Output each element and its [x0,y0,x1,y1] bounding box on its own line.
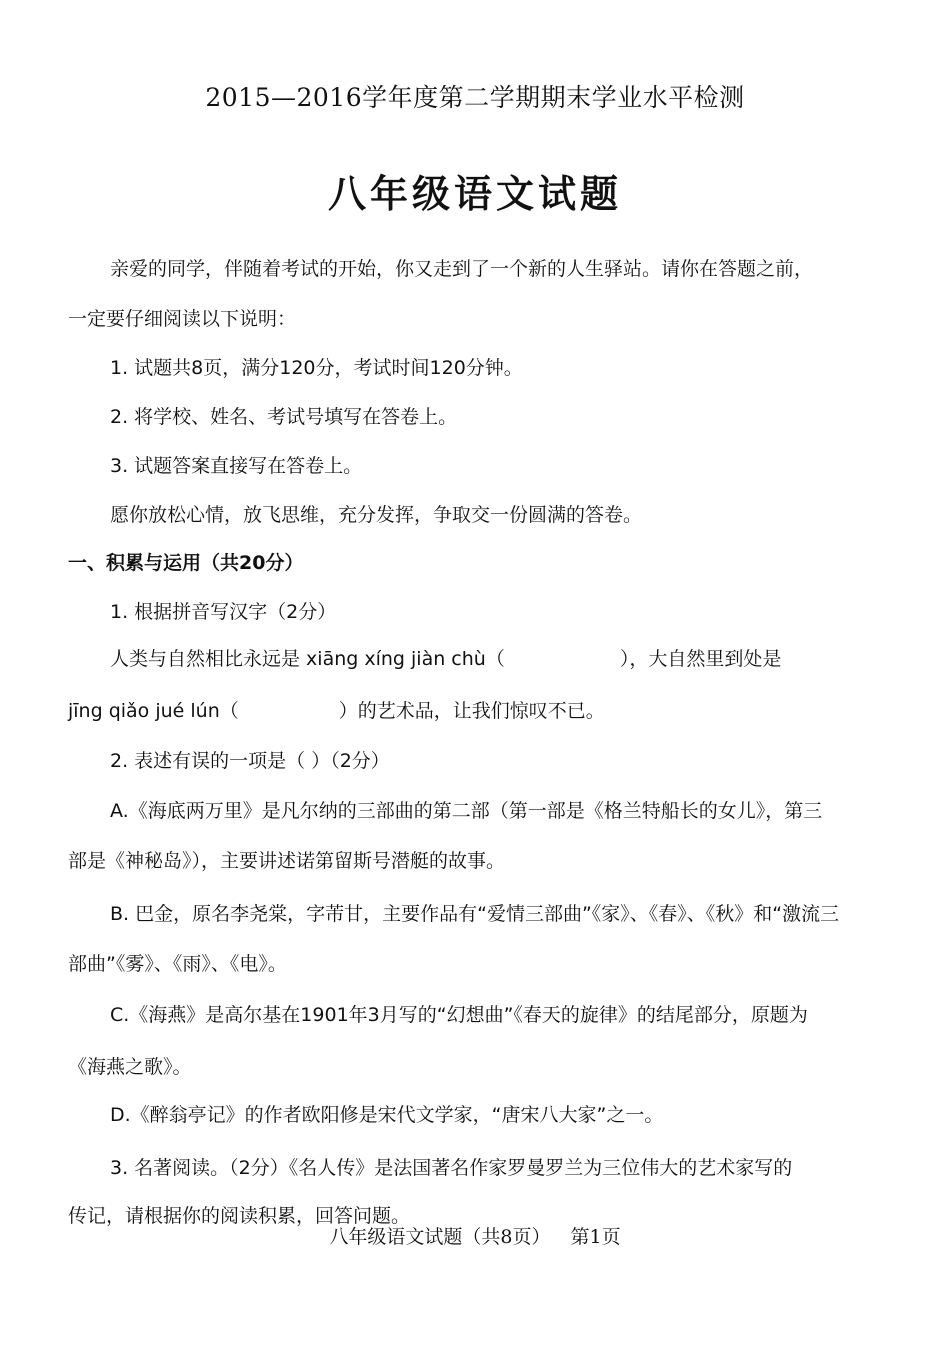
q2-heading: 2. 表述有误的一项是（ ）（2分） [110,750,390,772]
q1-line-1 [110,648,781,671]
q2-option-a-line-1: A.《海底两万里》是凡尔纳的三部曲的第二部（第一部是《格兰特船长的女儿》，第三 [110,800,823,822]
instruction-2: 2. 将学校、姓名、考试号填写在答卷上。 [110,406,458,428]
exam-title: 八年级语文试题 [327,172,622,216]
footer-title: 八年级语文试题（共8页） [329,1226,551,1248]
footer-page-number: 第1页 [570,1226,621,1248]
instruction-3: 3. 试题答案直接写在答卷上。 [110,455,363,477]
q1-line-2 [68,700,605,723]
q1-line-1-text-a: 人类与自然相比永远是 xiāng xíng jiàn chù（ [110,648,505,670]
q2-option-b-line-1: B. 巴金，原名李尧棠，字芾甘，主要作品有“爱情三部曲”《家》、《春》、《秋》和“激流三 [110,903,840,925]
q2-option-b-line-2: 部曲”《雾》、《雨》、《电》。 [68,953,287,975]
intro-line-2: 一定要仔细阅读以下说明： [68,308,297,330]
q3-line-2: 传记，请根据你的阅读积累，回答问题。 [68,1205,411,1227]
q2-option-c-line-2: 《海燕之歌》。 [68,1056,192,1078]
section-1-heading: 一、积累与运用（共20分） [68,552,304,574]
q1-heading: 1. 根据拼音写汉字（2分） [110,601,337,623]
q3-line-1: 3. 名著阅读。（2分）《名人传》是法国著名作家罗曼罗兰为三位伟大的艺术家写的 [110,1157,793,1179]
q1-line-1-text-b: ），大自然里到处是 [619,648,782,670]
q2-option-c-line-1: C.《海燕》是高尔基在1901年3月写的“幻想曲”《春天的旋律》的结尾部分，原题为 [110,1004,808,1026]
q2-option-a-line-2: 部是《神秘岛》），主要讲述诺第留斯号潜艇的故事。 [68,850,506,872]
exam-header: 2015—2016学年度第二学期期末学业水平检测 [205,83,745,112]
instruction-1: 1. 试题共8页，满分120分，考试时间120分钟。 [110,357,523,379]
q1-line-2-text-b: ）的艺术品，让我们惊叹不已。 [338,700,605,722]
q2-option-d: D.《醉翁亭记》的作者欧阳修是宋代文学家，“唐宋八大家”之一。 [110,1104,664,1126]
q1-line-2-text-a: jīng qiǎo jué lún（ [68,700,239,722]
wish-line: 愿你放松心情，放飞思维，充分发挥，争取交一份圆满的答卷。 [110,504,643,526]
page-footer [0,1222,950,1249]
intro-line-1: 亲爱的同学，伴随着考试的开始，你又走到了一个新的人生驿站。请你在答题之前， [110,258,814,280]
